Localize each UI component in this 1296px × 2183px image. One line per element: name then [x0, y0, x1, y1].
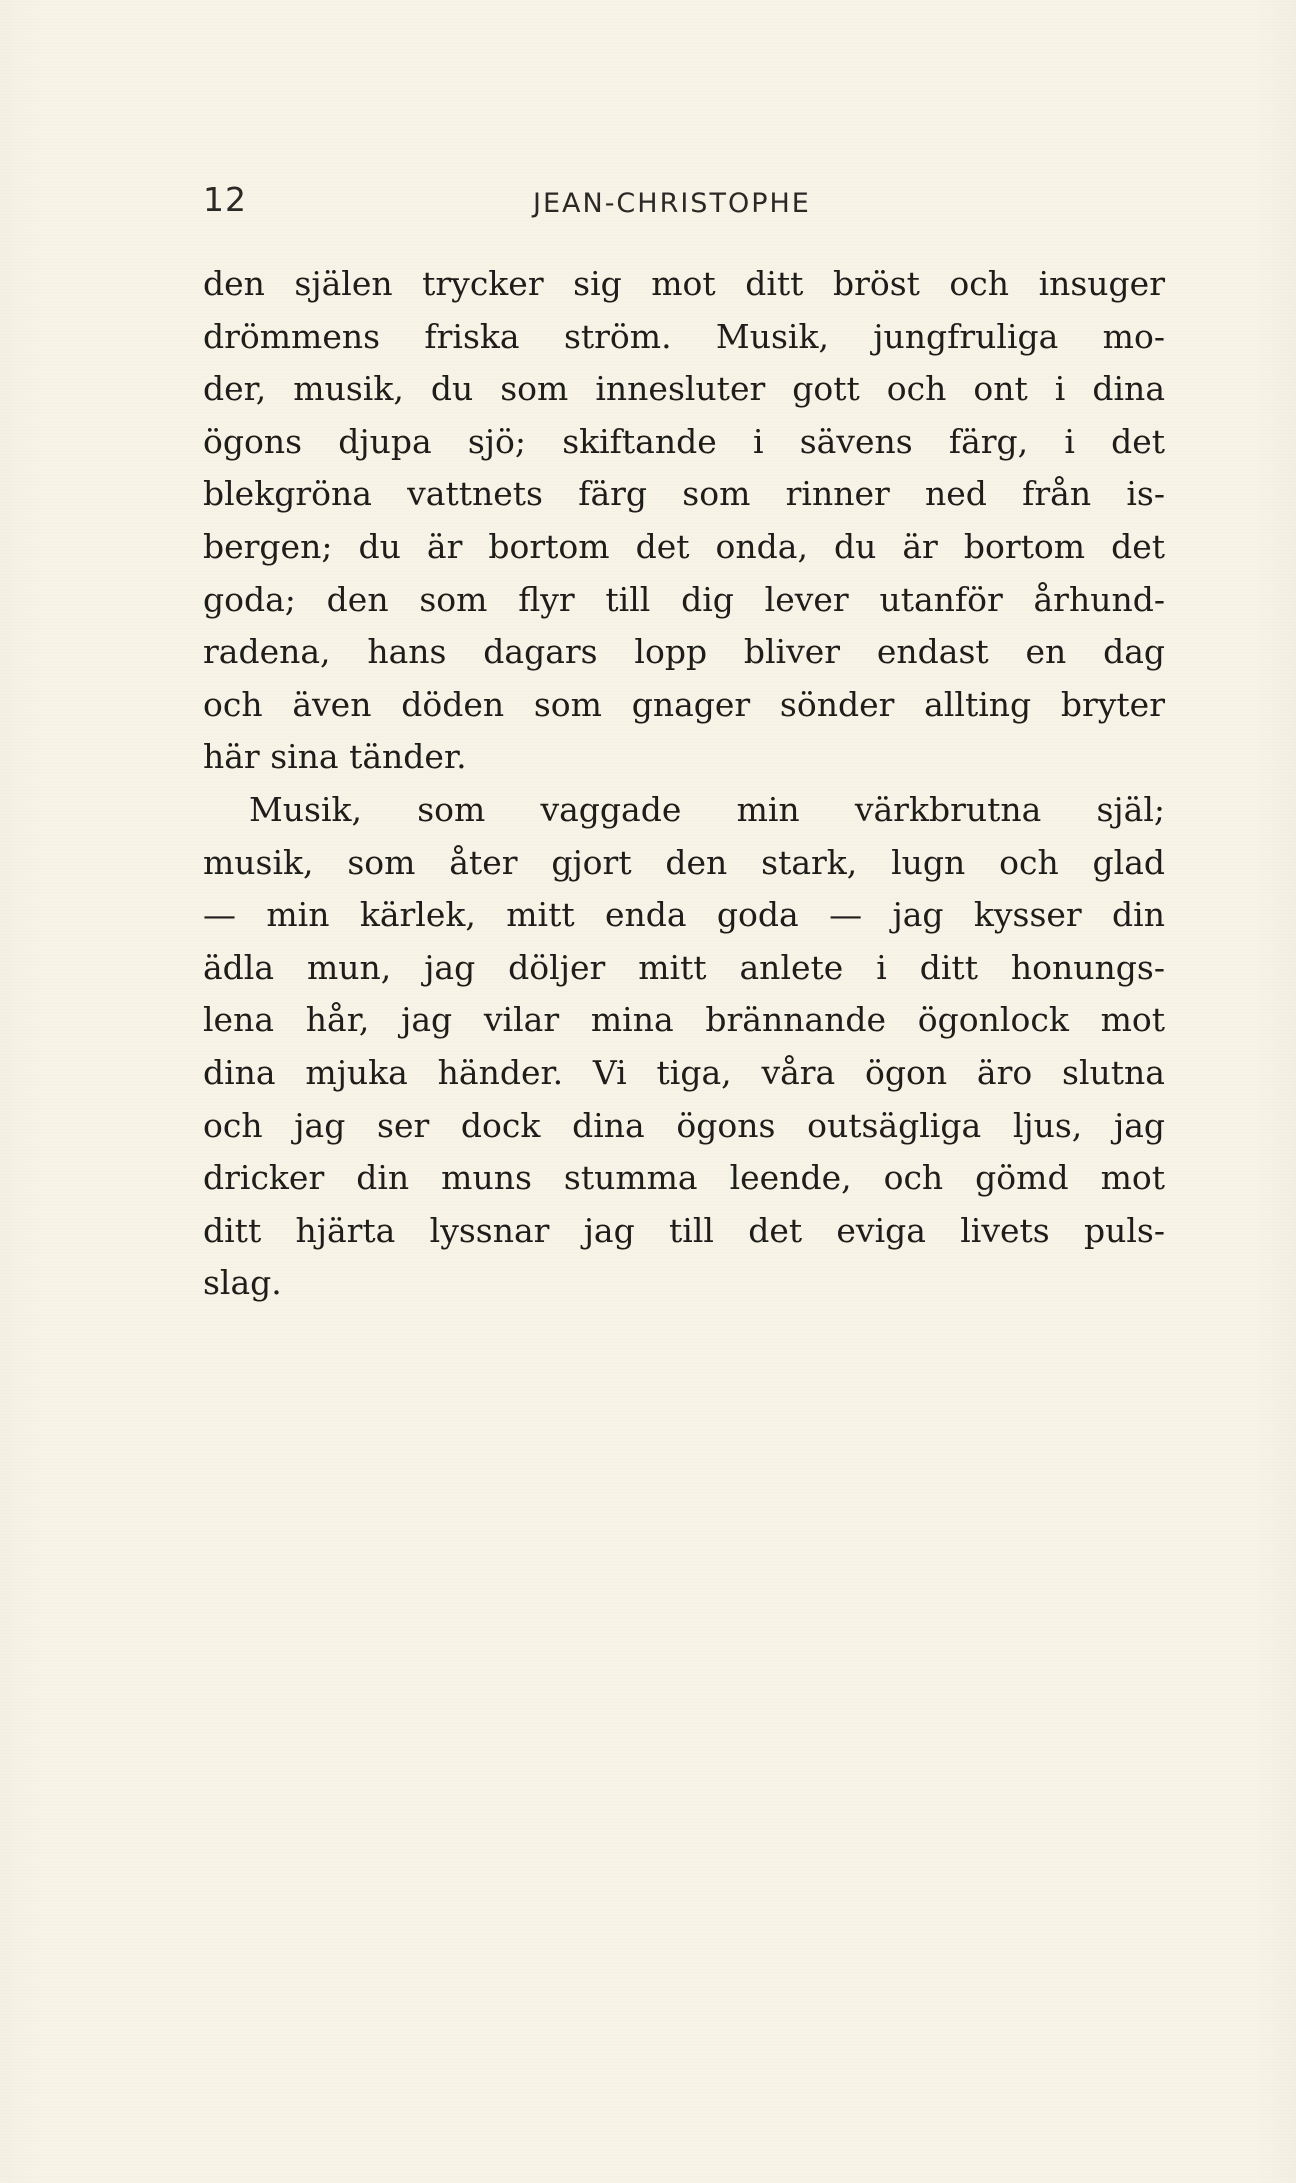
text-line: och även döden som gnager sönder allting bryter: [203, 684, 1165, 724]
running-head: [203, 180, 1163, 230]
text-line: — min kärlek, mitt enda goda — jag kysser din: [203, 895, 1165, 935]
text-line: den själen trycker sig mot ditt bröst och insuger: [203, 264, 1165, 303]
text-line: ädla mun, jag döljer mitt anlete i ditt honungs-: [203, 947, 1165, 987]
text-line: slag.: [203, 1263, 282, 1303]
text-line: lena hår, jag vilar mina brännande ögonlock mot: [203, 1000, 1165, 1040]
text-line: drömmens friska ström. Musik, jungfruliga mo-: [203, 316, 1165, 356]
text-line: der, musik, du som innesluter gott och ont i dina: [203, 369, 1165, 409]
body-text: [203, 258, 1165, 1310]
text-line: Musik, som vaggade min värkbrutna själ;: [249, 789, 1165, 829]
text-line: dina mjuka händer. Vi tiga, våra ögon äro slutna: [203, 1052, 1165, 1092]
text-line: ögons djupa sjö; skiftande i sävens färg, i det: [203, 421, 1165, 461]
running-title: JEAN-CHRISTOPHE: [533, 188, 811, 219]
text-line: blekgröna vattnets färg som rinner ned från is-: [203, 474, 1165, 514]
text-line: musik, som åter gjort den stark, lugn och glad: [203, 842, 1165, 882]
text-line: goda; den som flyr till dig lever utanför århund-: [203, 579, 1165, 619]
text-line: ditt hjärta lyssnar jag till det eviga livets puls-: [203, 1210, 1165, 1250]
text-line: radena, hans dagars lopp bliver endast en dag: [203, 632, 1165, 672]
text-line: dricker din muns stumma leende, och gömd mot: [203, 1158, 1165, 1198]
paragraph-2: [203, 784, 1165, 1310]
text-line: bergen; du är bortom det onda, du är bortom det: [203, 526, 1165, 566]
text-line: här sina tänder.: [203, 737, 467, 777]
page-number: 12: [203, 180, 247, 219]
text-line: och jag ser dock dina ögons outsägliga ljus, jag: [203, 1105, 1165, 1145]
paragraph-1: [203, 258, 1165, 784]
